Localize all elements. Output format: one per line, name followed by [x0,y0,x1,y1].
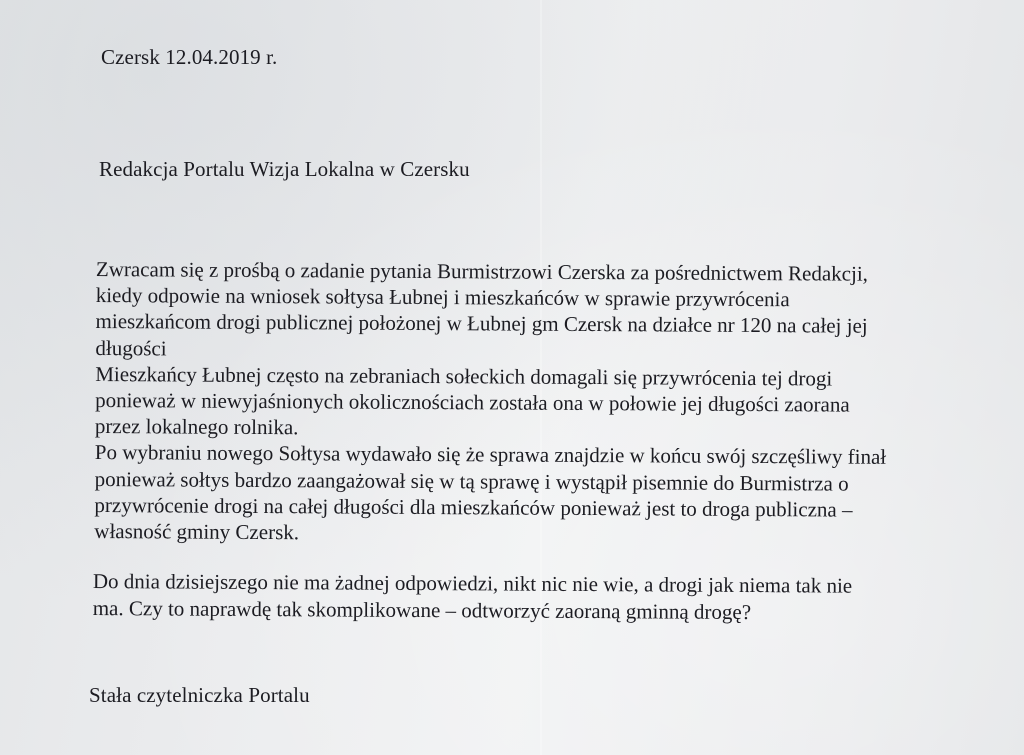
body-line: ponieważ sołtys bardzo zaangażował się w tą sprawę i wystąpił pisemnie do Burmistrza o [94,466,849,496]
body-line: długości [95,335,167,360]
letter-closing-paragraph [93,568,993,627]
body-line: mieszkańcom drogi publicznej położonej w Łubnej gm Czersk na działce nr 120 na całej jej [95,309,868,339]
body-line: ponieważ w niewyjaśnionych okolicznościach została ona w połowie jej długości zaorana [95,387,850,417]
body-line: kiedy odpowie na wniosek sołtysa Łubnej i mieszkańców w sprawie przywrócenia [95,283,790,312]
body-line: Mieszkańcy Łubnej często na zebraniach sołeckich domagali się przywrócenia tej drogi [95,361,833,391]
letter-body [94,256,996,550]
body-line: przywrócenie drogi na całej długości dla mieszkańców ponieważ jest to droga publiczna – [94,492,853,522]
body-line: Zwracam się z prośbą o zadanie pytania Burmistrzowi Czerska za pośrednictwem Redakcji, [95,256,869,286]
body-line: własność gminy Czersk. [94,518,300,545]
letter-date: Czersk 12.04.2019 r. [101,45,278,69]
closing-line: Do dnia dzisiejszego nie ma żadnej odpowiedzi, nikt nic nie wie, a drogi jak niema tak nie [92,569,853,598]
body-line: przez lokalnego rolnika. [94,414,299,440]
closing-line: ma. Czy to naprawdę tak skomplikowane – odtworzyć zaoraną gminną drogę? [92,595,752,625]
letter-recipient: Redakcja Portalu Wizja Lokalna w Czersku [99,157,470,181]
letter-signature: Stała czytelniczka Portalu [89,683,310,707]
body-line: Po wybraniu nowego Sołtysa wydawało się że sprawa znajdzie w końcu swój szczęśliwy finał [94,440,887,470]
